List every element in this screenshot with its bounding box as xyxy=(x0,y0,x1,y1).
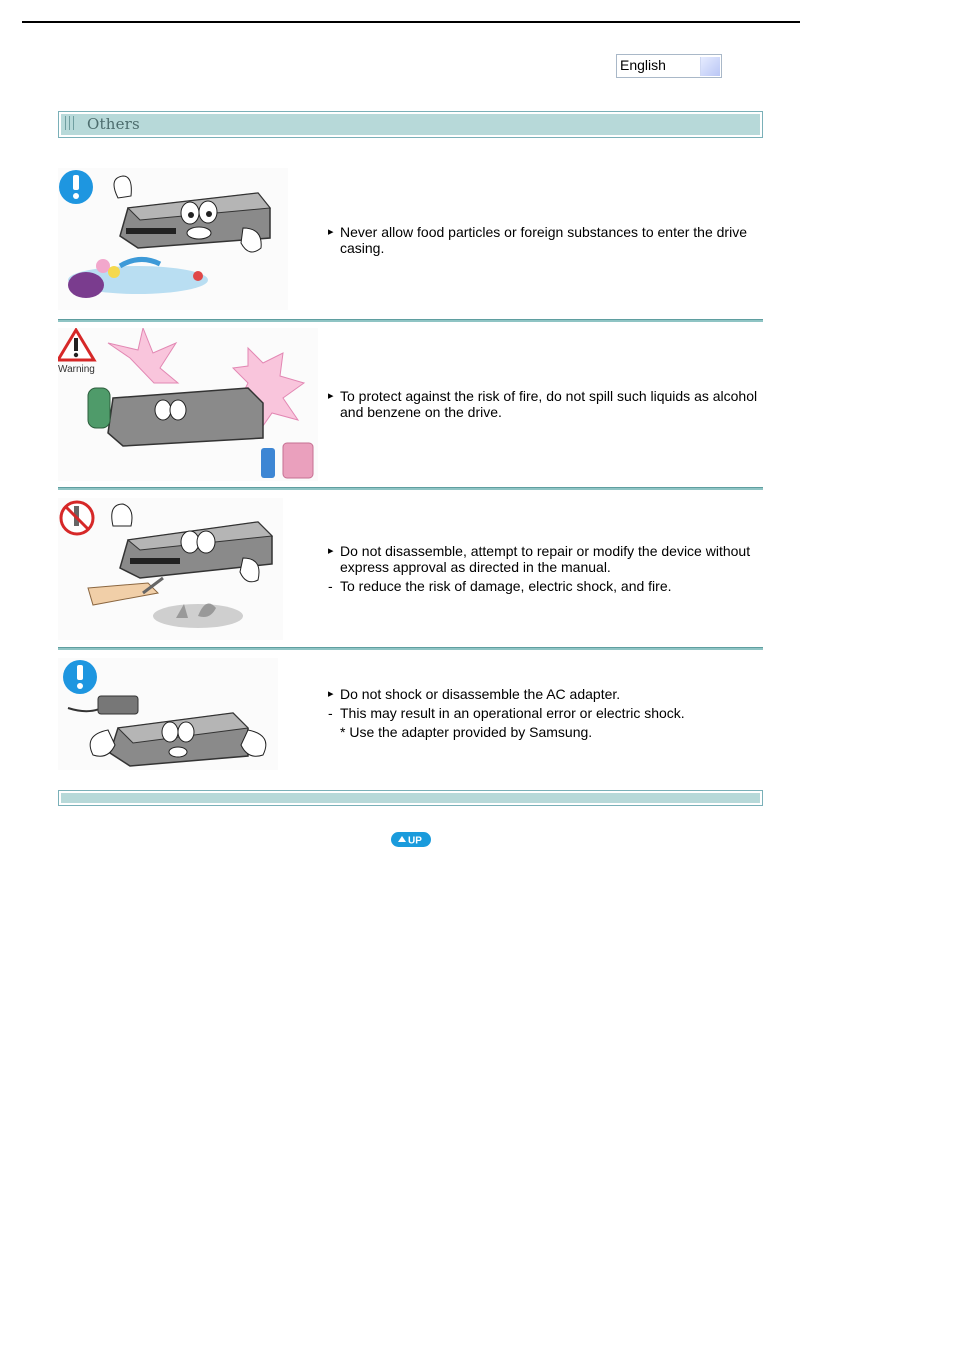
item-text xyxy=(328,686,758,743)
section-header xyxy=(58,111,763,138)
arrow-icon: ▸ xyxy=(328,390,334,402)
arrow-icon: ▸ xyxy=(328,226,334,238)
instruction-line: ▸ Do not disassemble, attempt to repair or modify the device without express approval as directed in the manual. xyxy=(328,543,751,575)
warning-icon-label: Warning xyxy=(58,364,95,375)
instruction-note: * Use the adapter provided by Samsung. xyxy=(340,724,593,740)
dash-marker: - xyxy=(328,705,333,721)
safety-item-3 xyxy=(58,498,763,640)
arrow-icon: ▸ xyxy=(328,688,334,700)
instruction-detail: - This may result in an operational error or electric shock. xyxy=(328,705,685,721)
section-title: Others xyxy=(87,115,140,133)
header-bars-icon xyxy=(65,116,77,130)
item-text xyxy=(328,224,758,259)
safety-item-4 xyxy=(58,658,763,770)
prohibited-icon xyxy=(61,502,93,534)
divider xyxy=(58,319,763,322)
dropdown-button[interactable] xyxy=(700,57,720,76)
exclamation-icon xyxy=(63,660,97,694)
language-select-value: English xyxy=(620,57,666,73)
safety-item-1 xyxy=(58,168,763,310)
up-button[interactable] xyxy=(391,832,431,847)
section-footer-bar xyxy=(58,790,763,806)
instruction-line: ▸ To protect against the risk of fire, do not spill such liquids as alcohol and benzene on the drive. xyxy=(328,388,758,420)
instruction-detail: - To reduce the risk of damage, electric shock, and fire. xyxy=(328,578,672,594)
food-particles-illustration xyxy=(58,168,288,310)
exclamation-icon xyxy=(59,170,93,204)
top-rule xyxy=(22,21,800,23)
instruction-line: ▸ Do not shock or disassemble the AC adapter. xyxy=(328,686,621,702)
divider xyxy=(58,647,763,650)
arrow-icon: ▸ xyxy=(328,545,334,557)
safety-item-2 xyxy=(58,328,763,481)
divider xyxy=(58,487,763,490)
dash-marker: - xyxy=(328,578,333,594)
instruction-line: ▸ Never allow food particles or foreign substances to enter the drive casing. xyxy=(328,224,747,256)
item-text xyxy=(328,543,758,597)
language-select[interactable] xyxy=(616,54,722,78)
disassemble-illustration xyxy=(58,498,283,640)
item-text xyxy=(328,388,758,423)
up-button-label: UP xyxy=(408,835,422,847)
liquid-spill-illustration xyxy=(58,328,318,481)
ac-adapter-illustration xyxy=(58,658,278,770)
